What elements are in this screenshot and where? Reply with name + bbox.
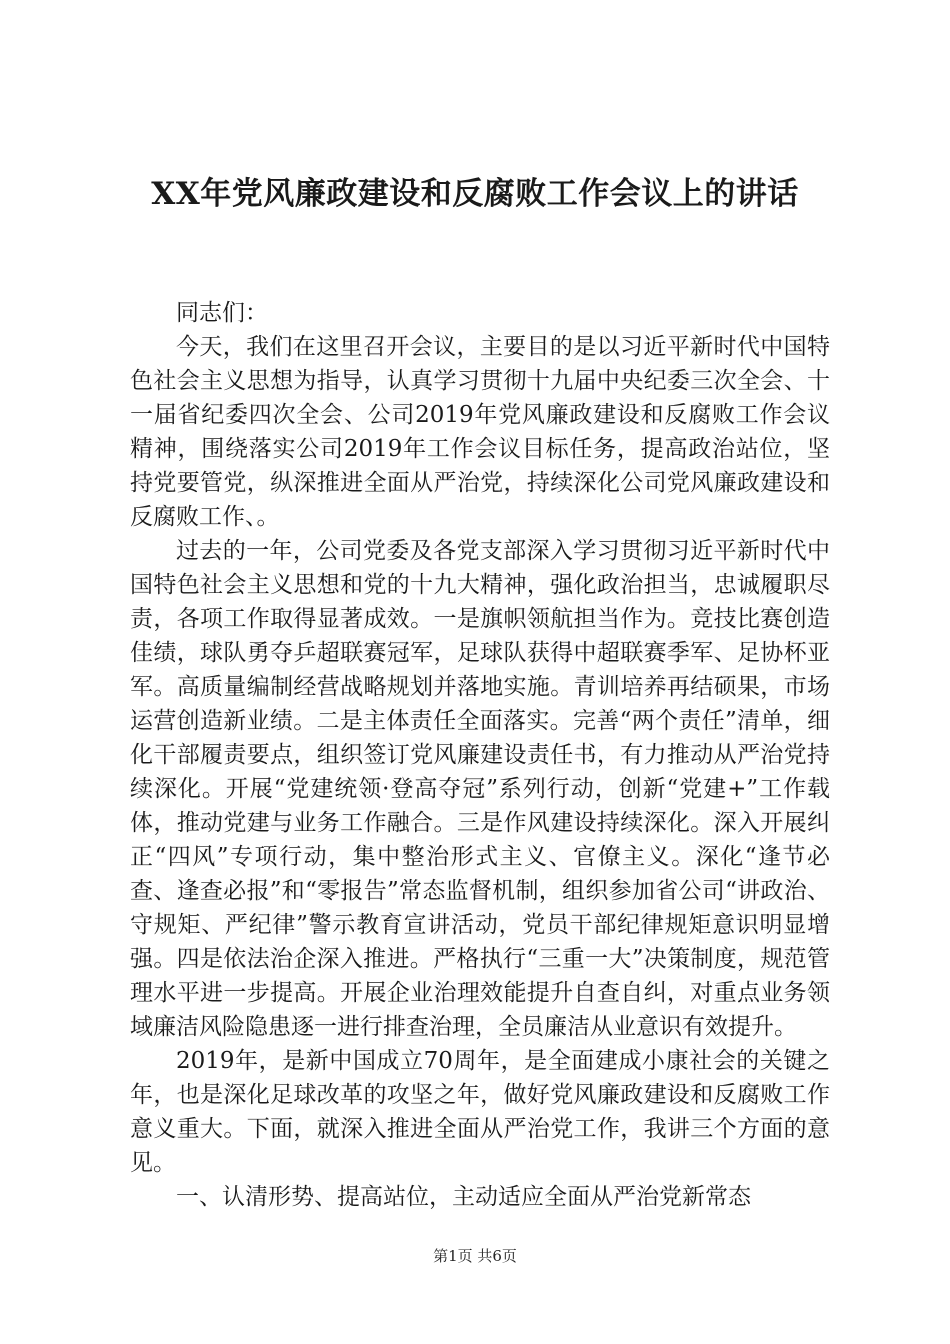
section-heading: 一、认清形势、提高站位，主动适应全面从严治党新常态	[176, 1184, 751, 1210]
body-paragraph: 2019年，是新中国成立70周年，是全面建成小康社会的关键之年，也是深化足球改革的攻坚之年，做好党风廉政建设和反腐败工作意义重大。下面，就深入推进全面从严治党工作，我讲三个方面的意见。	[130, 1048, 830, 1176]
document-title: XX年党风廉政建设和反腐败工作会议上的讲话	[151, 176, 799, 212]
body-paragraph: 今天，我们在这里召开会议，主要目的是以习近平新时代中国特色社会主义思想为指导，认真学习贯彻十九届中央纪委三次全会、十一届省纪委四次全会、公司2019年党风廉政建设和反腐败工作会议精神，围绕落实公司2019年工作会议目标任务，提高政治站位，坚持党要管党，纵深推进全面从严治党，持续深化公司党风廉政建设和反腐败工作、。	[130, 334, 830, 530]
body-paragraph: 过去的一年，公司党委及各党支部深入学习贯彻习近平新时代中国特色社会主义思想和党的十九大精神，强化政治担当，忠诚履职尽责，各项工作取得显著成效。一是旗帜领航担当作为。竞技比赛创造佳绩，球队勇夺乒超联赛冠军，足球队获得中超联赛季军、足协杯亚军。高质量编制经营战略规划并落地实施。青训培养再结硕果，市场运营创造新业绩。二是主体责任全面落实。完善“两个责任”清单，细化干部履责要点，组织签订党风廉建设责任书，有力推动从严治党持续深化。开展“党建统领·登高夺冠”系列行动，创新“党建+”工作载体，推动党建与业务工作融合。三是作风建设持续深化。深入开展纠正“四风”专项行动，集中整治形式主义、官僚主义。深化“逢节必查、逢查必报”和“零报告”常态监督机制，组织参加省公司“讲政治、守规矩、严纪律”警示教育宣讲活动，党员干部纪律规矩意识明显增强。四是依法治企深入推进。严格执行“三重一大”决策制度，规范管理水平进一步提高。开展企业治理效能提升自查自纠，对重点业务领域廉洁风险隐患逐一进行排查治理，全员廉洁从业意识有效提升。	[130, 538, 830, 1040]
document-body	[130, 296, 830, 1214]
salutation-paragraph: 同志们：	[176, 300, 268, 326]
page-number-footer: 第1页 共6页	[433, 1247, 517, 1265]
